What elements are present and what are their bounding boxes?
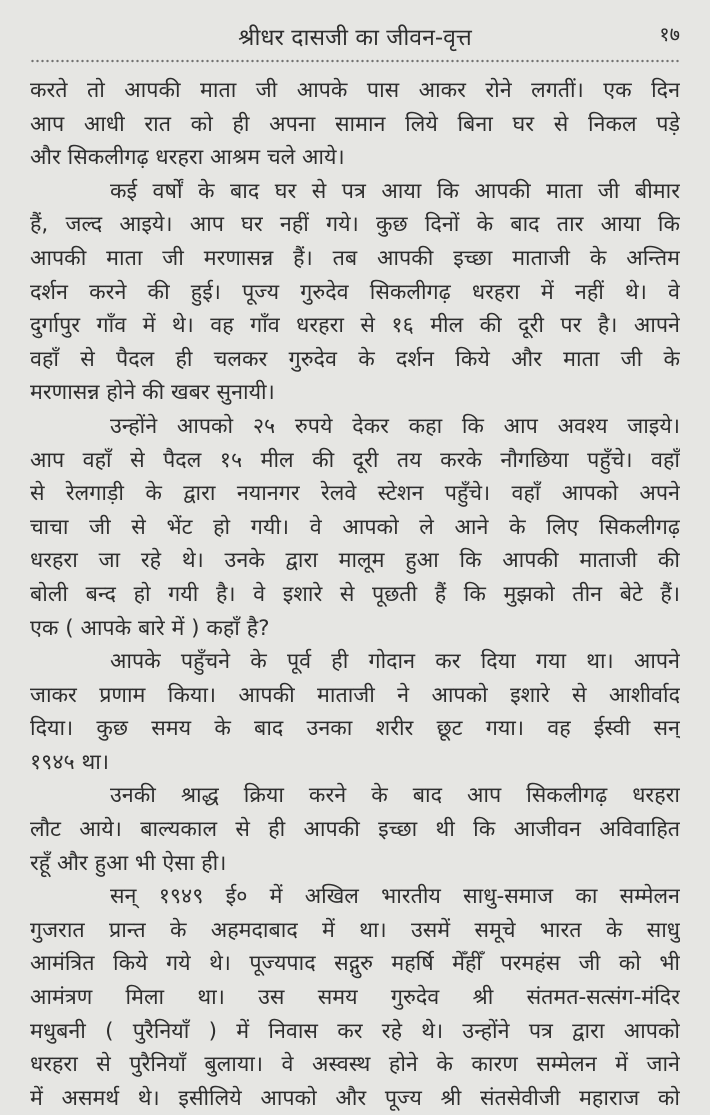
text-line: में असमर्थ थे। इसीलिये आपको और पूज्य श्री संतसेवीजी महाराज को	[30, 1085, 680, 1111]
text-line: दिया। कुछ समय के बाद उनका शरीर छूट गया। वह ईस्वी सन्	[30, 716, 680, 742]
text-line: से रेलगाड़ी के द्वारा नयानगर रेलवे स्टेशन पहुँचे। वहाँ आपको अपने	[30, 481, 680, 507]
text-line: दुर्गापुर गाँव में थे। वह गाँव धरहरा से १६ मील की दूरी पर है। आपने	[30, 313, 680, 339]
text-line: उनकी श्राद्ध क्रिया करने के बाद आप सिकलीगढ़ धरहरा	[110, 783, 680, 809]
text-line: १९४५ था।	[30, 749, 110, 775]
text-line: आमंत्रित किये गये थे। पूज्यपाद सद्गुरु महर्षि मेँहीँ परमहंस जी को भी	[30, 951, 680, 977]
text-line: जाकर प्रणाम किया। आपकी माताजी ने आपको इशारे से आशीर्वाद	[30, 682, 680, 708]
text-line: एक ( आपके बारे में ) कहाँ है?	[30, 615, 270, 641]
text-line: उन्होंने आपको २५ रुपये देकर कहा कि आप अवश्य जाइये।	[110, 413, 680, 439]
page-header	[30, 14, 680, 50]
text-line: सन् १९४९ ई० में अखिल भारतीय साधु-समाज का सम्मेलन	[110, 884, 680, 910]
text-line: कई वर्षों के बाद घर से पत्र आया कि आपकी माता जी बीमार	[110, 178, 680, 204]
text-line: वहाँ से पैदल ही चलकर गुरुदेव के दर्शन किये और माता जी के	[30, 346, 680, 372]
text-line: गुजरात प्रान्त के अहमदाबाद में था। उसमें समूचे भारत के साधु	[30, 917, 680, 943]
text-line: धरहरा से पुरैनियाँ बुलाया। वे अस्वस्थ होने के कारण सम्मेलन में जाने	[30, 1052, 680, 1078]
text-line: मरणासन्न होने की खबर सुनायी।	[30, 380, 275, 406]
text-line: आमंत्रण मिला था। उस समय गुरुदेव श्री संतमत-सत्संग-मंदिर	[30, 985, 680, 1011]
text-line: दर्शन करने की हुई। पूज्य गुरुदेव सिकलीगढ़ धरहरा में नहीं थे। वे	[30, 279, 680, 305]
body-text	[30, 74, 680, 1115]
page-number: १७	[659, 22, 680, 46]
dotted-divider	[30, 58, 680, 64]
text-line: आप आधी रात को ही अपना सामान लिये बिना घर से निकल पड़े	[30, 111, 680, 137]
text-line: बोली बन्द हो गयी है। वे इशारे से पूछती हैं कि मुझको तीन बेटे हैं।	[30, 581, 680, 607]
text-line: करते तो आपकी माता जी आपके पास आकर रोने लगतीं। एक दिन	[30, 78, 680, 103]
text-line: हैं, जल्द आइये। आप घर नहीं गये। कुछ दिनों के बाद तार आया कि	[30, 212, 680, 238]
text-line: मधुबनी ( पुरैनियाँ ) में निवास कर रहे थे। उन्होंने पत्र द्वारा आपको	[30, 1018, 680, 1044]
running-title: श्रीधर दासजी का जीवन-वृत्त	[238, 25, 472, 51]
text-line: और सिकलीगढ़ धरहरा आश्रम चले आये।	[30, 145, 345, 171]
text-line: आपकी माता जी मरणासन्न हैं। तब आपकी इच्छा माताजी के अन्तिम	[30, 245, 680, 271]
text-line: आप वहाँ से पैदल १५ मील की दूरी तय करके नौगछिया पहुँचे। वहाँ	[30, 447, 680, 473]
text-line: चाचा जी से भेंट हो गयी। वे आपको ले आने के लिए सिकलीगढ़	[30, 514, 680, 540]
text-line: आपके पहुँचने के पूर्व ही गोदान कर दिया गया था। आपने	[110, 649, 680, 675]
text-line: लौट आये। बाल्यकाल से ही आपकी इच्छा थी कि आजीवन अविवाहित	[30, 817, 680, 843]
text-line: रहूँ और हुआ भी ऐसा ही।	[30, 850, 227, 876]
text-line: धरहरा जा रहे थे। उनके द्वारा मालूम हुआ कि आपकी माताजी की	[30, 548, 680, 574]
